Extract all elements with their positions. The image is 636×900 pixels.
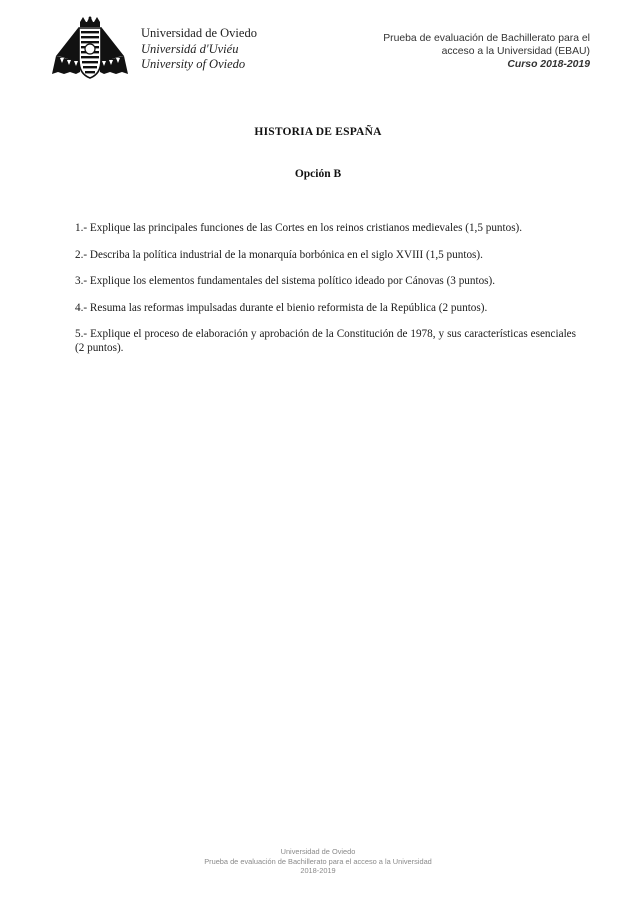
university-name-es: Universidad de Oviedo [141, 26, 257, 40]
footer-line3: 2018-2019 [300, 866, 336, 875]
question-item: 1.- Explique las principales funciones de las Cortes en los reinos cristianos medievales (1,5 puntos). [75, 222, 523, 234]
question-item: 3.- Explique los elementos fundamentales del sistema político ideado por Cánovas (3 puntos). [75, 275, 496, 287]
footer-line2: Prueba de evaluación de Bachillerato para el acceso a la Universidad [204, 856, 432, 866]
exam-info-line1: Prueba de evaluación de Bachillerato para el [383, 33, 590, 44]
document-title: HISTORIA DE ESPAÑA [254, 126, 382, 138]
exam-info [330, 32, 590, 71]
exam-course: Curso 2018-2019 [507, 59, 590, 70]
question-list [75, 221, 576, 368]
university-name-ast: Universidá d'Uviéu [141, 41, 239, 56]
page-footer [0, 847, 636, 876]
exam-info-line2: acceso a la Universidad (EBAU) [441, 46, 590, 57]
exam-option: Opción B [294, 168, 342, 180]
university-names [141, 26, 257, 73]
question-item: 5.- Explique el proceso de elaboración y aprobación de la Constitución de 1978, y sus características esenciales (2 puntos). [75, 328, 576, 354]
footer-line1: Universidad de Oviedo [280, 847, 356, 856]
university-coat-of-arms-logo [50, 16, 130, 80]
question-item: 4.- Resuma las reformas impulsadas durante el bienio reformista de la República (2 puntos). [75, 301, 488, 314]
university-name-en: University of Oviedo [141, 57, 246, 71]
question-item: 2.- Describa la política industrial de la monarquía borbónica en el siglo XVIII (1,5 puntos). [75, 248, 483, 261]
